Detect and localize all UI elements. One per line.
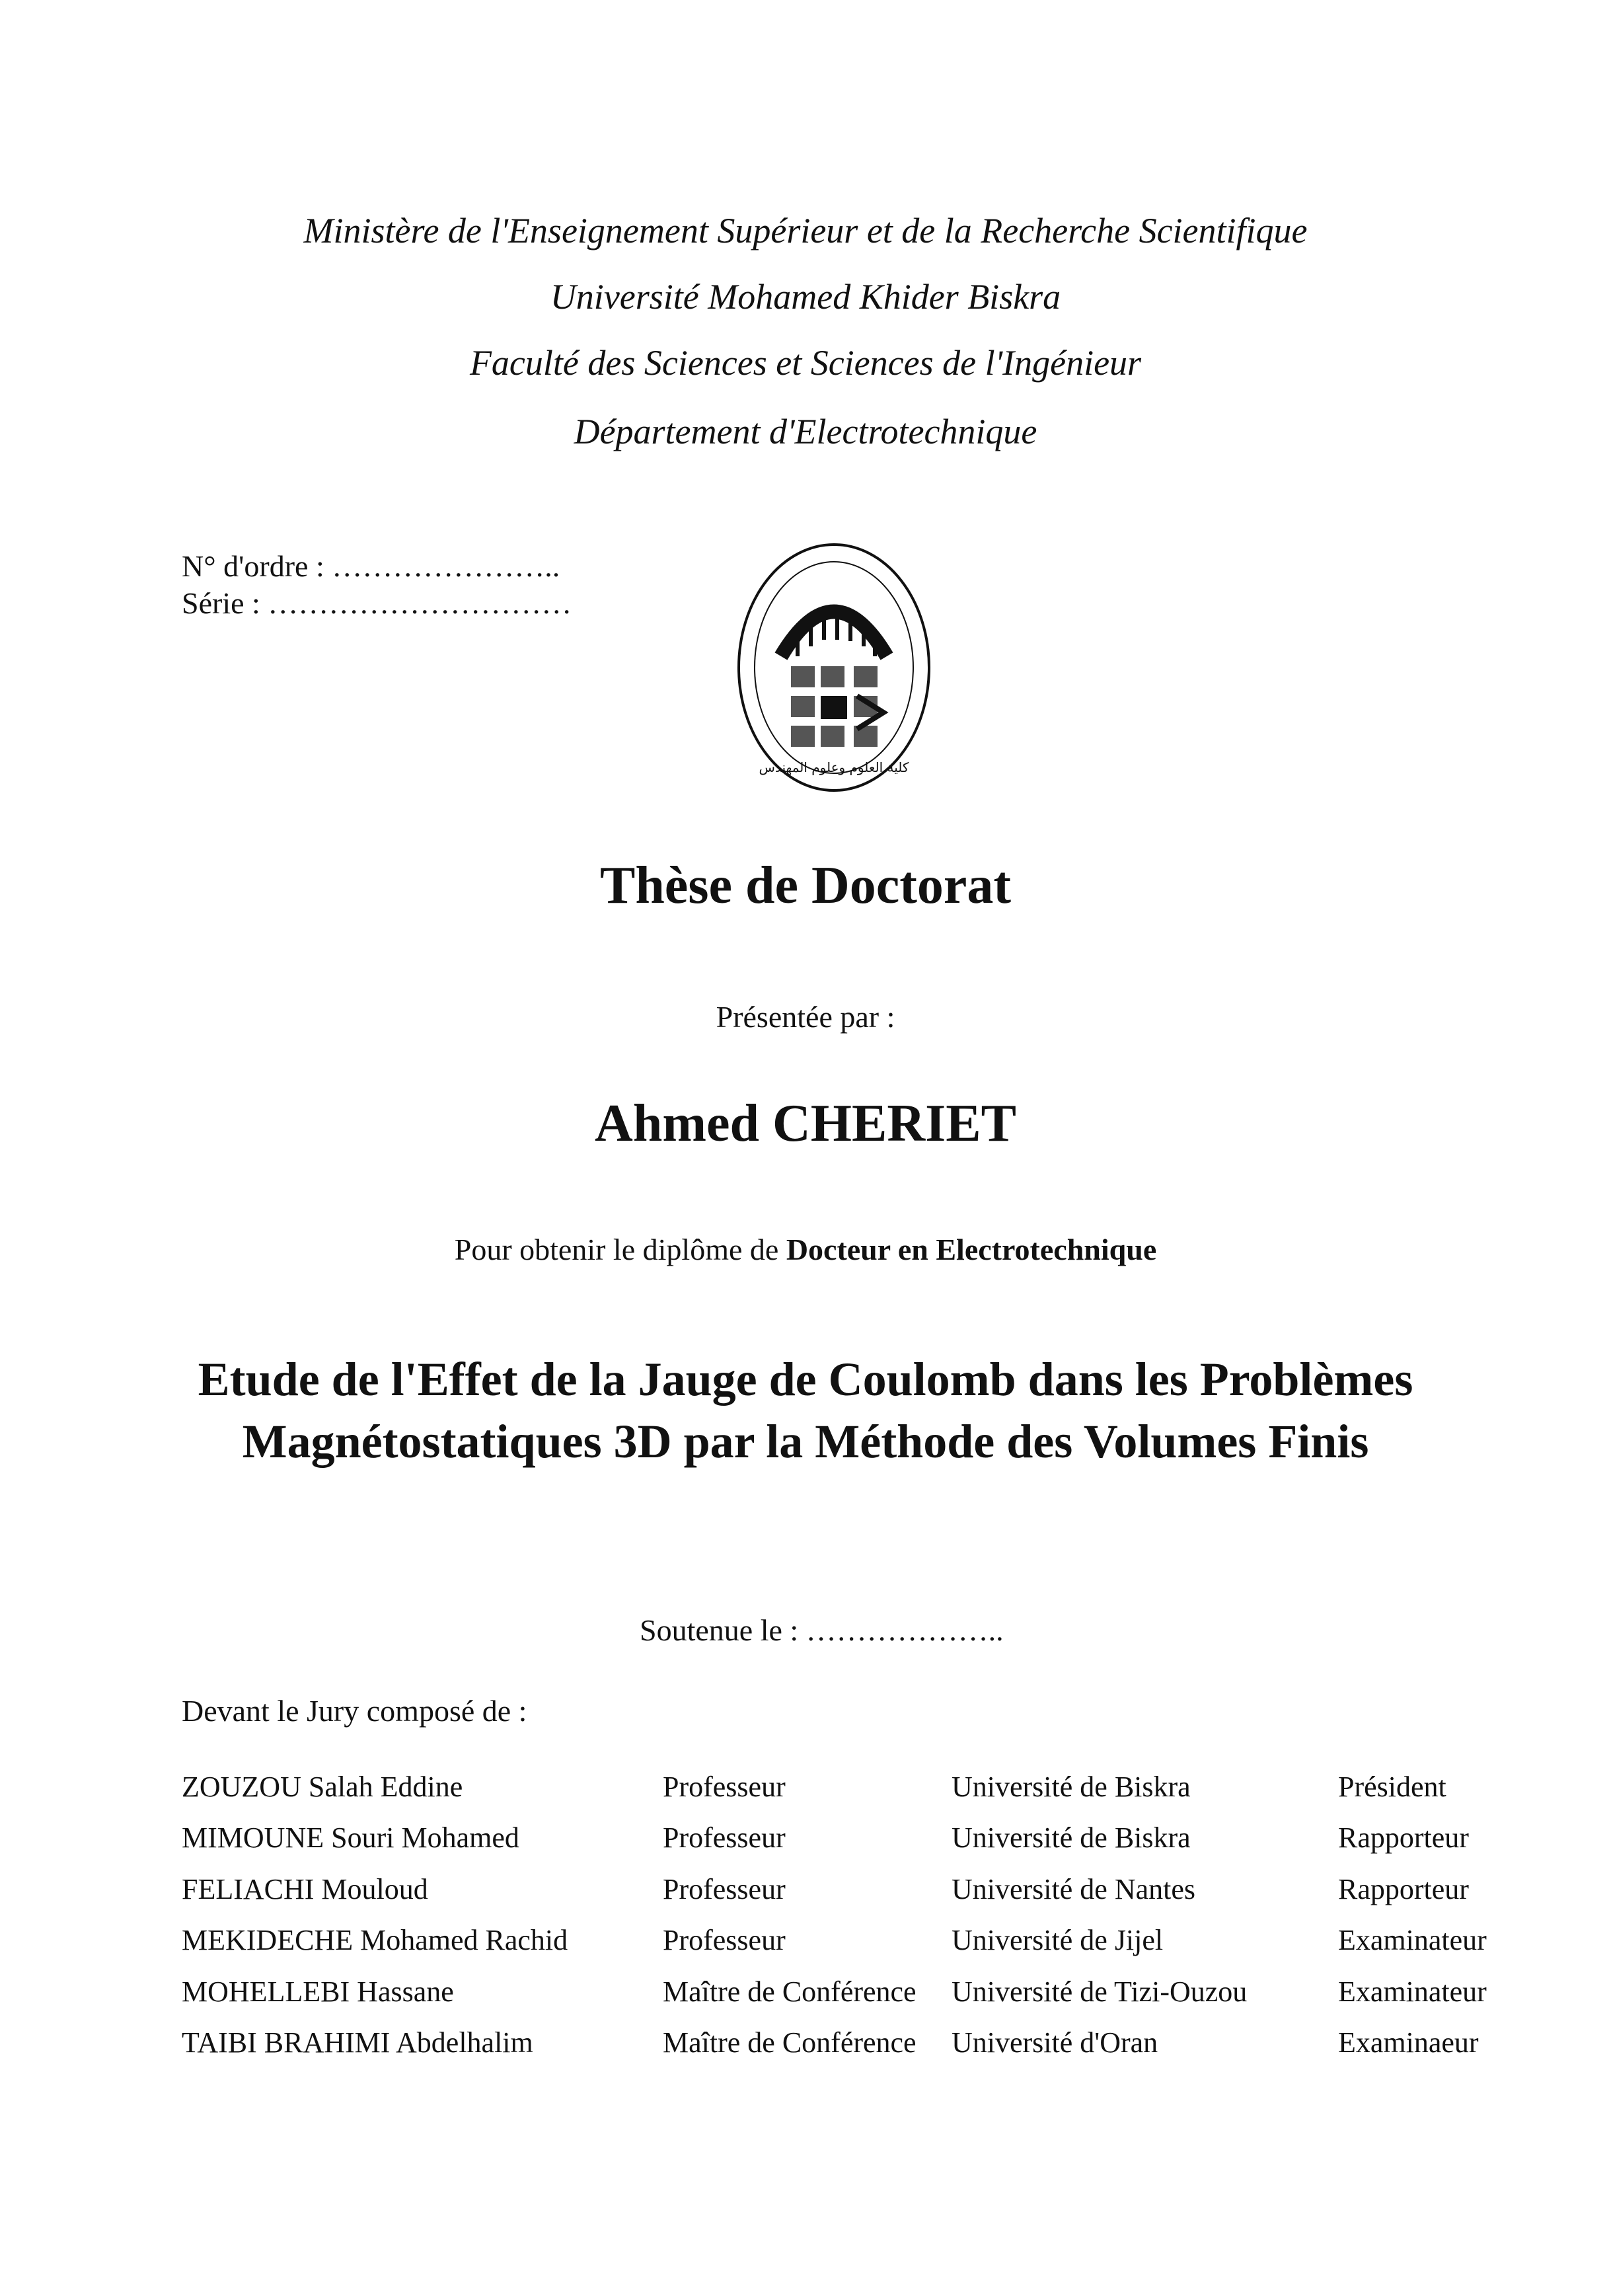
jury-intro: Devant le Jury composé de : [182, 1694, 527, 1728]
department-heading: Département d'Electrotechnique [574, 412, 1037, 451]
jury-rank: Professeur [663, 1771, 786, 1803]
jury-role: Examinateur [1338, 1975, 1487, 2008]
diploma-prefix: Pour obtenir le diplôme de [454, 1233, 786, 1266]
jury-institution: Université de Tizi-Ouzou [952, 1975, 1248, 2008]
jury-rank: Maître de Conférence [663, 1975, 917, 2008]
jury-institution: Université d'Oran [952, 2026, 1158, 2059]
jury-rank: Maître de Conférence [663, 2026, 917, 2059]
jury-name: TAIBI BRAHIMI Abdelhalim [182, 2026, 533, 2059]
jury-name: MEKIDECHE Mohamed Rachid [182, 1924, 568, 1956]
presented-by-label: Présentée par : [716, 1000, 895, 1034]
jury-role: Président [1338, 1771, 1446, 1803]
jury-rank: Professeur [663, 1873, 786, 1905]
jury-rank: Professeur [663, 1924, 786, 1956]
order-number: N° d'ordre : ………………….. [182, 549, 560, 583]
table-row [0, 2026, 1611, 2065]
jury-role: Examinaeur [1338, 2026, 1479, 2059]
table-row [0, 1821, 1611, 1860]
jury-name: FELIACHI Mouloud [182, 1873, 428, 1905]
jury-name: MOHELLEBI Hassane [182, 1975, 454, 2008]
thesis-title-line-2: Magnétostatiques 3D par la Méthode des Volumes Finis [242, 1415, 1369, 1468]
thesis-type: Thèse de Doctorat [599, 857, 1012, 915]
table-row [0, 1975, 1611, 2014]
defense-date: Soutenue le : ……………….. [640, 1613, 1004, 1647]
author-name: Ahmed CHERIET [595, 1094, 1016, 1153]
jury-name: MIMOUNE Souri Mohamed [182, 1821, 519, 1854]
jury-role: Rapporteur [1338, 1821, 1469, 1854]
thesis-title-line-1: Etude de l'Effet de la Jauge de Coulomb dans les Problèmes [198, 1353, 1413, 1406]
jury-institution: Université de Jijel [952, 1924, 1164, 1956]
jury-role: Examinateur [1338, 1924, 1487, 1956]
university-seal-icon [735, 541, 933, 795]
series-number: Série : ………………………… [182, 586, 572, 620]
jury-rank: Professeur [663, 1821, 786, 1854]
diploma-line [0, 1232, 1611, 1267]
jury-institution: Université de Biskra [952, 1771, 1191, 1803]
jury-role: Rapporteur [1338, 1873, 1469, 1905]
faculty-heading: Faculté des Sciences et Sciences de l'Ingénieur [469, 343, 1142, 383]
seal-caption: كلية العلوم وعلوم المهندس [759, 759, 909, 775]
university-heading: Université Mohamed Khider Biskra [550, 277, 1061, 317]
jury-institution: Université de Biskra [952, 1821, 1191, 1854]
jury-institution: Université de Nantes [952, 1873, 1195, 1905]
diploma-name: Docteur en Electrotechnique [786, 1233, 1157, 1266]
table-row [0, 1770, 1611, 1810]
table-row [0, 1923, 1611, 1963]
ministry-heading: Ministère de l'Enseignement Supérieur et de la Recherche Scientifique [303, 211, 1308, 250]
jury-name: ZOUZOU Salah Eddine [182, 1771, 463, 1803]
table-row [0, 1872, 1611, 1912]
